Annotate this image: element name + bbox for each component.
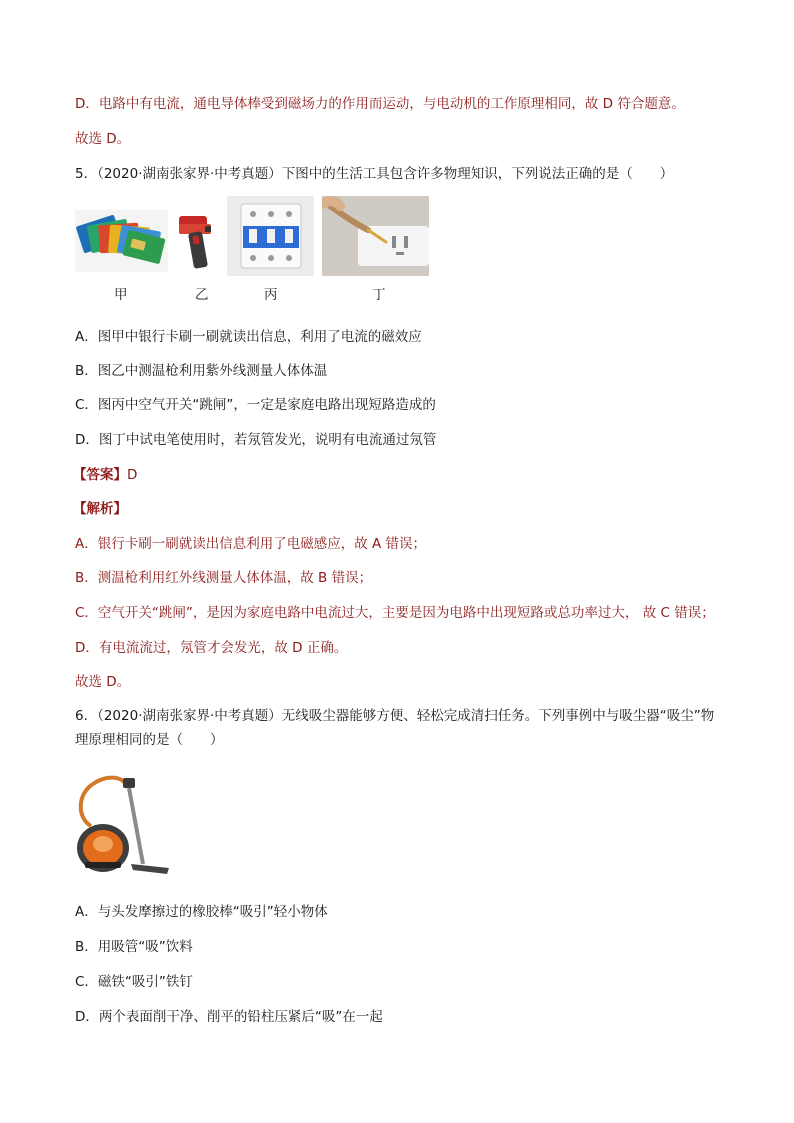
q5-option-d: D．图丁中试电笔使用时，若氖管发光，说明有电流通过氖管 <box>75 432 437 448</box>
answer-tag: 【答案】 <box>73 467 127 483</box>
caption-jia: 甲 <box>114 287 128 303</box>
analysis-tag: 【解析】 <box>73 501 127 517</box>
caption-bing: 丙 <box>264 287 278 303</box>
prev-option-d-analysis: D．电路中有电流，通电导体棒受到磁场力的作用而运动，与电动机的工作原理相同，故 D 符合题意。 <box>75 96 685 112</box>
air-switch-image <box>227 196 314 276</box>
q5-option-b: B．图乙中测温枪利用紫外线测量人体体温 <box>75 363 328 379</box>
q5-option-c: C．图丙中空气开关“跳闸”，一定是家庭电路出现短路造成的 <box>75 397 436 413</box>
q5-analysis-a: A．银行卡刷一刷就读出信息利用了电磁感应，故 A 错误； <box>75 536 427 552</box>
answer-value: D <box>127 467 138 483</box>
q6-stem-line1: 6．（2020·湖南张家界·中考真题）无线吸尘器能够方便、轻松完成清扫任务。下列事例中与吸尘器“吸尘”物 <box>75 708 715 724</box>
prev-choose: 故选 D。 <box>75 131 131 147</box>
q5-stem: 5．（2020·湖南张家界·中考真题）下图中的生活工具包含许多物理知识，下列说法正确的是（ ） <box>75 166 674 182</box>
thermometer-gun-image <box>173 210 221 272</box>
q5-answer-row <box>73 466 137 484</box>
q6-option-d: D．两个表面削干净、削平的铅柱压紧后“吸”在一起 <box>75 1009 383 1025</box>
q6-option-c: C．磁铁“吸引”铁钉 <box>75 974 193 990</box>
caption-yi: 乙 <box>195 287 209 303</box>
vacuum-cleaner-image <box>73 770 175 876</box>
bank-cards-image <box>75 210 168 272</box>
q5-option-a: A．图甲中银行卡刷一刷就读出信息，利用了电流的磁效应 <box>75 329 422 345</box>
test-pen-socket-image <box>322 196 429 276</box>
q5-analysis-b: B．测温枪利用红外线测量人体体温，故 B 错误； <box>75 570 373 586</box>
q6-option-b: B．用吸管“吸”饮料 <box>75 939 193 955</box>
caption-ding: 丁 <box>372 287 386 303</box>
q5-analysis-d: D．有电流流过，氖管才会发光，故 D 正确。 <box>75 640 348 656</box>
q5-choose: 故选 D。 <box>75 674 131 690</box>
q5-analysis-c: C．空气开关“跳闸”，是因为家庭电路中电流过大，主要是因为电路中出现短路或总功率过大， 故 C 错误； <box>75 605 715 621</box>
q6-stem-line2: 理原理相同的是（ ） <box>75 732 224 748</box>
q6-option-a: A．与头发摩擦过的橡胶棒“吸引”轻小物体 <box>75 904 328 920</box>
